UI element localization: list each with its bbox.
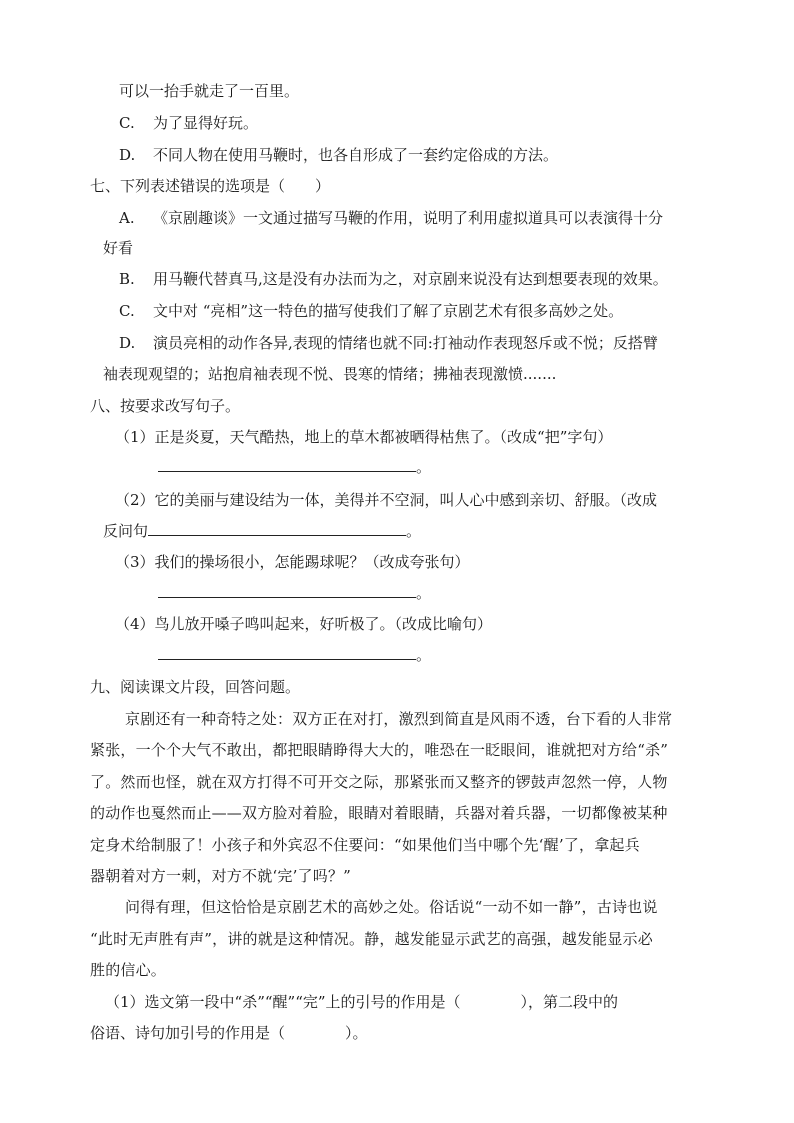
option-d-continued: 袖表现观望的；站抱肩袖表现不悦、畏寒的情绪；拂袖表现激愤....... — [103, 365, 557, 383]
answer-line-1 — [158, 456, 431, 477]
option-a-continued: 好看 — [103, 239, 134, 257]
option-label: D. — [119, 334, 136, 352]
option-text: 演员亮相的动作各异,表现的情绪也就不同:打袖动作表现怒斥或不悦；反搭臂 — [153, 334, 658, 352]
option-text: 文中对 “亮相”这一特色的描写使我们了解了京剧艺术有很多高妙之处。 — [153, 302, 624, 320]
option-text: 《京剧趣谈》一文通过描写马鞭的作用，说明了利用虚拟道具可以表演得十分 — [153, 209, 664, 227]
option-label: A. — [119, 209, 135, 227]
option-c — [119, 113, 258, 133]
option-b — [119, 269, 668, 289]
question-9-title: 九、阅读课文片段，回答问题。 — [90, 678, 301, 696]
answer-blank[interactable] — [148, 520, 406, 536]
option-text: 不同人物在使用马鞭时，也各自形成了一套约定俗成的方法。 — [153, 146, 559, 164]
passage-line: 问得有理，但这恰恰是京剧艺术的高妙之处。俗话说“一动不如一静”，古诗也说 — [125, 898, 658, 916]
passage-line: 定身术给制服了！小孩子和外宾忍不住要问：“如果他们当中哪个先‘醒’了，拿起兵 — [90, 836, 640, 854]
question-8-4: （4）鸟儿放开嗓子鸣叫起来，好听极了。（改成比喻句） — [115, 615, 493, 633]
answer-blank[interactable] — [158, 644, 416, 660]
answer-line-2 — [103, 520, 421, 541]
text-line: 可以一抬手就走了一百里。 — [119, 82, 300, 100]
option-d — [119, 333, 658, 353]
option-d — [119, 145, 558, 165]
passage-line: 的动作也戛然而止——双方脸对着脸，眼睛对着眼睛，兵器对着兵器，一切都像被某种 — [90, 804, 668, 822]
question-7-title: 七、下列表述错误的选项是（ ） — [90, 177, 331, 195]
passage-line: 紧张，一个个大气不敢出，都把眼睛睁得大大的，唯恐在一眨眼间，谁就把对方给“杀” — [90, 741, 669, 759]
question-9-1-continued: 俗语、诗句加引号的作用是（ ）。 — [90, 1024, 368, 1042]
question-8-title: 八、按要求改写句子。 — [90, 397, 241, 415]
option-c — [119, 301, 623, 321]
question-8-1: （1）正是炎夏，天气酷热，地上的草木都被晒得枯焦了。（改成“把”字句） — [115, 428, 613, 446]
period: 。 — [416, 584, 432, 602]
question-8-2-continued: 反问句 — [103, 522, 149, 540]
period: 。 — [406, 522, 422, 540]
passage-line: 京剧还有一种奇特之处：双方正在对打，激烈到简直是风雨不透，台下看的人非常 — [125, 710, 673, 728]
option-text: 用马鞭代替真马,这是没有办法而为之，对京剧来说没有达到想要表现的效果。 — [153, 270, 668, 288]
period: 。 — [416, 646, 432, 664]
passage-line: 器朝着对方一刺，对方不就‘完’了吗？” — [90, 867, 352, 885]
passage-line: 胜的信心。 — [90, 961, 167, 979]
option-label: C. — [119, 302, 135, 320]
option-text: 为了显得好玩。 — [153, 114, 259, 132]
option-a — [119, 208, 663, 228]
option-label: B. — [119, 270, 135, 288]
period: 。 — [416, 458, 432, 476]
option-label: D. — [119, 146, 136, 164]
question-8-3: （3）我们的操场很小，怎能踢球呢？（改成夸张句） — [115, 553, 470, 571]
answer-line-4 — [158, 644, 431, 665]
question-9-1: （1）选文第一段中“杀”“醒”“完”上的引号的作用是（ ），第二段中的 — [105, 993, 619, 1011]
passage-line: 了。然而也怪，就在双方打得不可开交之际，那紧张而又整齐的锣鼓声忽然一停，人物 — [90, 773, 668, 791]
passage-line: “此时无声胜有声”，讲的就是这种情况。静，越发能显示武艺的高强，越发能显示必 — [90, 930, 653, 948]
answer-blank[interactable] — [158, 582, 416, 598]
answer-blank[interactable] — [158, 456, 416, 472]
question-8-2: （2）它的美丽与建设结为一体，美得并不空洞，叫人心中感到亲切、舒服。（改成 — [115, 491, 658, 509]
answer-line-3 — [158, 582, 431, 603]
option-label: C. — [119, 114, 135, 132]
